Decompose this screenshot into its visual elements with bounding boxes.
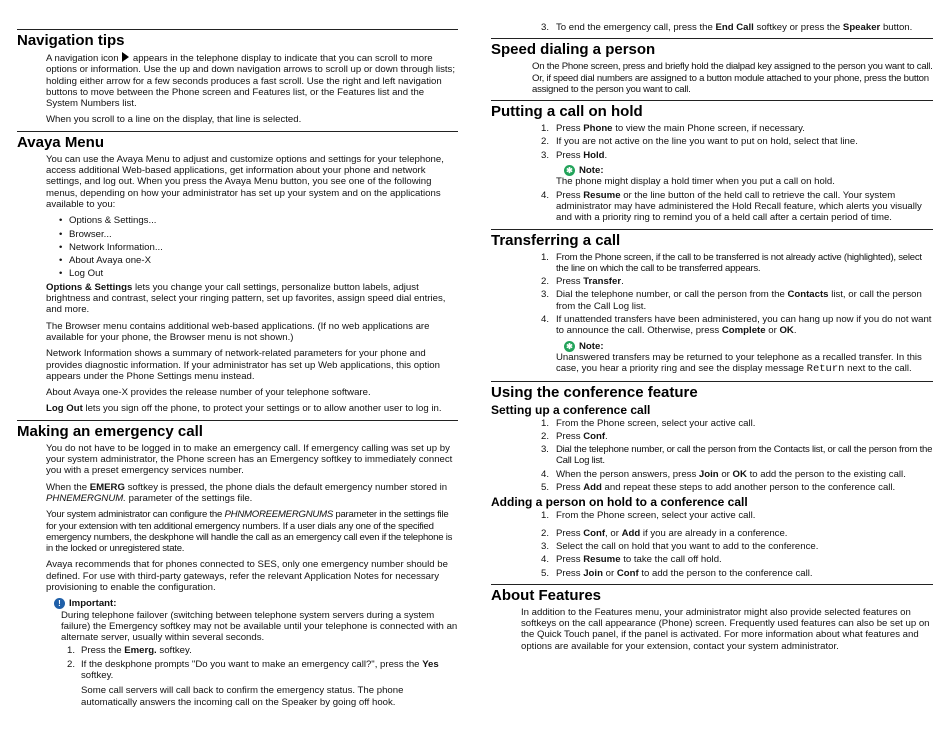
list-item: 2. Press Conf. [541,430,608,442]
important-callout [52,598,458,643]
section-divider [491,584,933,585]
important-text: During telephone failover (switching between telephone system servers during a system failure) the Emergency softkey may not be available until your telephone is connected with an alternate server, usually within several seconds. [61,609,458,644]
network-paragraph: Network Information shows a summary of network-related parameters for your phone and provides diagnostic information. If your administrator has set up Web applications, this option appears under the Phone Settings menu instead. [46,348,440,382]
speed-dial-heading: Speed dialing a person [491,41,656,59]
list-item: 2. If the deskphone prompts "Do you want to make an emergency call?", press the Yes softkey. [67,658,439,682]
list-item: 3. Press Hold. [541,149,608,161]
avaya-menu-heading: Avaya Menu [17,133,104,151]
left-column [17,0,458,713]
section-divider [491,38,933,39]
list-item: 1. From the Phone screen, if the call to be transferred is not already active (highlighted), select the line on which the call to be transferred appears. [541,251,922,274]
transfer-heading: Transferring a call [491,231,621,249]
list-item: 4. Press Resume to take the call off hold. [541,554,722,566]
list-item: 2. Press Transfer. [541,276,624,288]
section-divider [17,29,458,30]
transfer-steps [491,252,933,337]
list-item: • Browser... [17,229,458,240]
emergency-steps-continued [491,22,933,33]
conference-setup-steps [491,418,933,494]
star-note-icon: ✱ [564,165,575,176]
list-item: 5. Press Add and repeat these steps to add another person to the conference call. [541,482,896,494]
features-paragraph: In addition to the Features menu, your administrator might also provide selected features on softkeys on the call appearance (Phone) screen. Frequently used features can also be set up on the Quick Touch panel, if the panel is activated. For more information about what features and options are available for your extension, contact your system administrator. [521,606,930,652]
list-item: • About Avaya one-X [17,255,458,266]
list-item: • Options & Settings... [17,215,458,226]
transfer-note-text: Unanswered transfers may be returned to your telephone as a recalled transfer. In this case, you hear a priority ring and see the display message Return next to the call. [556,351,922,376]
nav-tips-paragraph: A navigation icon appears in the telephone display to indicate that you can scroll to more options or information. Use the up and down navigation arrows to scroll up or down through lists; holding either arrow for a few seconds produces a fast scroll. Use the right and left navigation buttons to move between the Phone screen and Features list, or the Features list and the System Numbers list. [46,53,456,110]
emergency-heading: Making an emergency call [17,422,203,440]
conference-hold-steps [491,510,933,578]
list-item: 3. To end the emergency call, press the End Call softkey or press the Speaker button. [541,22,913,33]
logout-paragraph: Log Out lets you sign off the phone, to protect your settings or to allow another user to log in. [46,403,442,415]
list-item: 4. Press Resume or the line button of the held call to retrieve the call. Your system administrator may have administered the Hold Recall feature, which alerts you visually and with a priority ring to remind you of a held call after a certain period of time. [541,189,922,224]
list-item: 1. From the Phone screen, select your active call. [541,417,756,429]
list-item: 1. Press the Emerg. softkey. [67,645,192,657]
list-item: 2. If you are not active on the line you want to put on hold, select that line. [541,136,858,148]
list-item: 1. From the Phone screen, select your active call. [541,510,756,522]
list-item: • Log Out [17,268,458,279]
nav-tips-selected-paragraph: When you scroll to a line on the display, that line is selected. [46,114,302,126]
options-settings-paragraph: Options & Settings lets you change your call settings, personalize button labels, adjust brightness and contrast, select your ringing pattern, set up favorites, assign speed dial entries, and more. [46,281,446,316]
emergency-paragraph-3: Your system administrator can configure the PHNMOREEMERGNUMS parameter in the settings file for your extension with ten additional emergency numbers. If a user dials any one of the specified emergency numbers, the deskphone will handle the call as an emergency call even if the telephone is in the locked or unregistered state. [46,509,453,555]
avaya-menu-intro: You can use the Avaya Menu to adjust and customize options and settings for your telephone, access additional Web-based applications, get information about your phone and network settings, and log out. When you press the Avaya Menu button, you see one of the following menus, depending on how your administrator has set up your system and on the applications available to you: [46,153,444,210]
transfer-note-callout [491,341,933,376]
important-label: Important: [69,598,117,610]
hold-steps [491,123,933,161]
emergency-paragraph-4: Avaya recommends that for phones connected to SES, only one emergency number should be defined. For use with third-party gateways, refer the relevant Application Notes for necessary provisioning to enable the configuration. [46,559,448,593]
conference-heading: Using the conference feature [491,383,698,401]
list-item: 3. Dial the telephone number, or call the person from the Contacts list, or call the person from the Call Log list. [541,289,922,312]
list-item: 5. Press Join or Conf to add the person to the conference call. [541,567,813,579]
list-item: 4. If unattended transfers have been administered, you can hang up now if you do not want to announce the call. Otherwise, press Complete or OK. [541,314,932,337]
hold-note-text: The phone might display a hold timer when you put a call on hold. [556,176,835,188]
features-heading: About Features [491,586,602,604]
list-item: 3. Dial the telephone number, or call the person from the Contacts list, or call the person from the Call Log list. [541,444,933,467]
star-note-icon: ✱ [564,341,575,352]
list-item: 2. Press Conf, or Add if you are already in a conference. [541,527,788,539]
conference-hold-subheading: Adding a person on hold to a conference call [491,495,748,510]
nav-tips-heading: Navigation tips [17,32,125,49]
section-divider [17,420,458,421]
hold-heading: Putting a call on hold [491,103,643,121]
right-column [491,0,933,657]
conference-setup-subheading: Setting up a conference call [491,402,651,417]
section-divider [491,229,933,230]
browser-paragraph: The Browser menu contains additional web-based applications. (If no web applications are available for your phone, the Browser menu is not shown.) [46,320,430,343]
note-label: Note: [579,340,604,352]
emergency-paragraph-1: You do not have to be logged in to make an emergency call. If emergency calling was set up by your system administrator, the Phone screen has an Emergency softkey to immediately connect you with a preset emergency services number. [46,442,453,477]
section-divider [17,131,458,132]
speed-dial-paragraph: On the Phone screen, press and briefly hold the dialpad key assigned to the person you want to call. Or, if speed dial numbers are assigned to a button module attached to your phone, press the button assigned to the person you want to call. [532,61,933,95]
emergency-callback-note: Some call servers will call back to confirm the emergency status. The phone automatically answers the incoming call on the Speaker by going off hook. [81,685,404,708]
list-item: 4. When the person answers, press Join or OK to add the person to the existing call. [541,468,906,480]
section-divider [491,381,933,382]
emergency-paragraph-2: When the EMERG softkey is pressed, the phone dials the default emergency number stored in PHNEMERGNUM. parameter of the settings file. [46,481,448,504]
emergency-steps [17,645,458,681]
list-item: 3. Select the call on hold that you want to add to the conference. [541,540,819,552]
right-triangle-icon [122,52,129,62]
note-label: Note: [579,165,604,177]
about-paragraph: About Avaya one-X provides the release number of your telephone software. [46,387,371,399]
exclamation-icon: ! [54,598,65,609]
section-divider [491,100,933,101]
hold-note-callout [491,165,933,188]
list-item: 1. Press Phone to view the main Phone screen, if necessary. [541,123,805,135]
hold-steps-continued [491,190,933,224]
avaya-menu-list [17,215,458,279]
list-item: • Network Information... [17,242,458,253]
